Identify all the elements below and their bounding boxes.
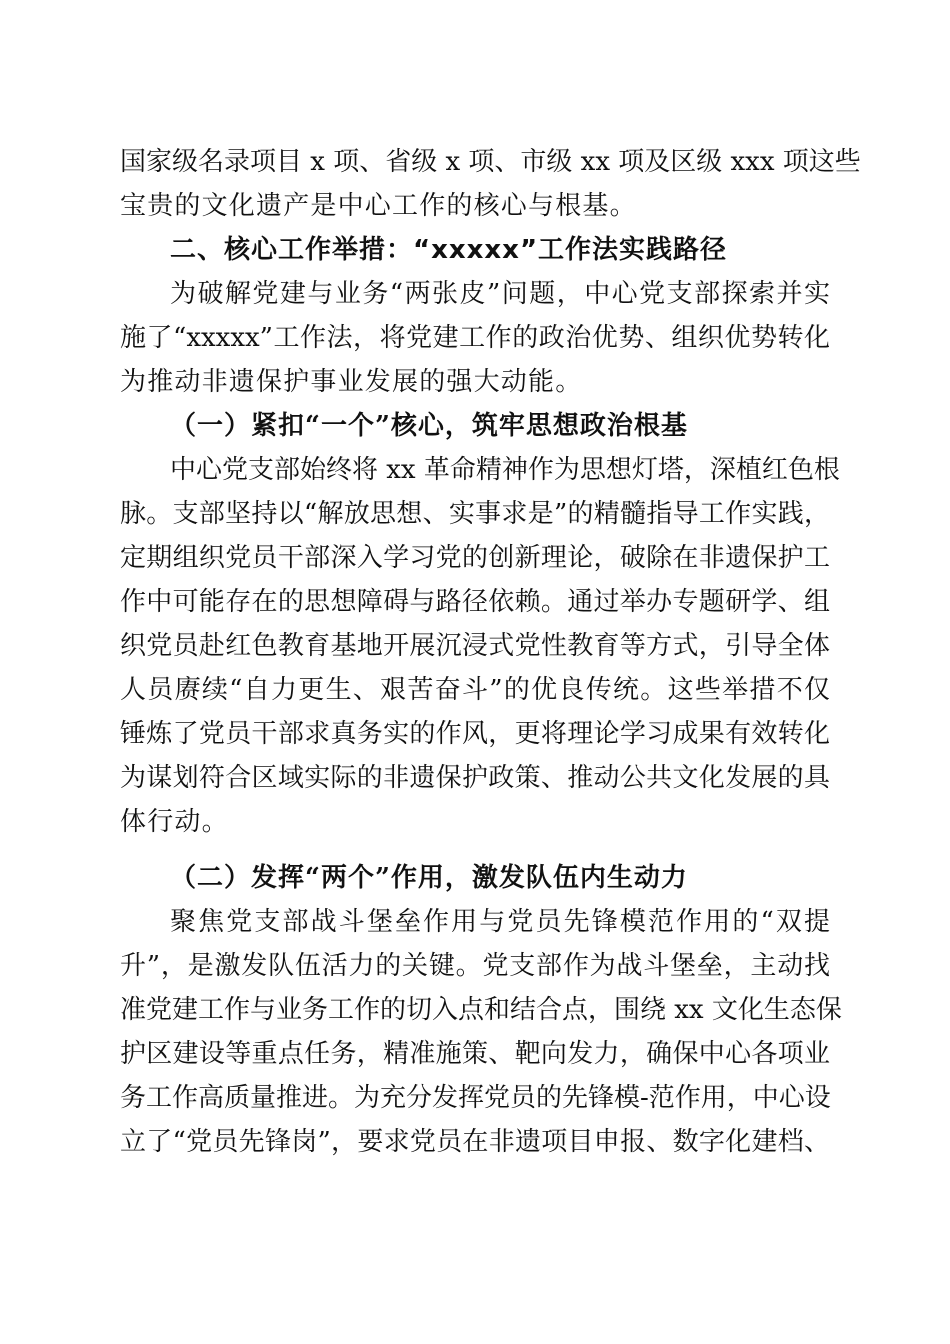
body-text-line: 施了“xxxxx”工作法，将党建工作的政治优势、组织优势转化 <box>120 323 830 353</box>
body-text-line: 人员赓续“自力更生、艰苦奋斗”的优良传统。这些举措不仅 <box>120 675 830 705</box>
body-text-line: 准党建工作与业务工作的切入点和结合点，围绕 xx 文化生态保 <box>120 995 842 1025</box>
section-heading: 二、核心工作举措：“xxxxx”工作法实践路径 <box>170 235 728 265</box>
body-text-line: 国家级名录项目 x 项、省级 x 项、市级 xx 项及区级 xxx 项这些 <box>120 147 861 177</box>
body-text-line: 脉。支部坚持以“解放思想、实事求是”的精髓指导工作实践， <box>120 499 830 529</box>
body-text-line: 宝贵的文化遗产是中心工作的核心与根基。 <box>120 191 637 221</box>
body-text-line: 为推动非遗保护事业发展的强大动能。 <box>120 367 583 397</box>
body-text-line: 锤炼了党员干部求真务实的作风，更将理论学习成果有效转化 <box>120 719 830 749</box>
body-text-line: 立了“党员先锋岗”，要求党员在非遗项目申报、数字化建档、 <box>120 1127 830 1157</box>
body-text-line: 聚焦党支部战斗堡垒作用与党员先锋模范作用的“双提 <box>170 907 830 937</box>
body-text-line: 作中可能存在的思想障碍与路径依赖。通过举办专题研学、组 <box>120 587 830 617</box>
body-text-line: 务工作高质量推进。为充分发挥党员的先锋模-范作用，中心设 <box>120 1083 831 1113</box>
body-text-line: 织党员赴红色教育基地开展沉浸式党性教育等方式，引导全体 <box>120 631 830 661</box>
body-text-line: 为破解党建与业务“两张皮”问题，中心党支部探索并实 <box>170 279 830 309</box>
subsection-heading: （一）紧扣“一个”核心，筑牢思想政治根基 <box>170 411 688 441</box>
subsection-heading: （二）发挥“两个”作用，激发队伍内生动力 <box>170 863 688 893</box>
body-text-line: 护区建设等重点任务，精准施策、靶向发力，确保中心各项业 <box>120 1039 830 1069</box>
body-text-line: 升”，是激发队伍活力的关键。党支部作为战斗堡垒，主动找 <box>120 951 830 981</box>
body-text-line: 定期组织党员干部深入学习党的创新理论，破除在非遗保护工 <box>120 543 830 573</box>
body-text-line: 中心党支部始终将 xx 革命精神作为思想灯塔，深植红色根 <box>170 455 840 485</box>
body-text-line: 为谋划符合区域实际的非遗保护政策、推动公共文化发展的具 <box>120 763 830 793</box>
body-text-line: 体行动。 <box>120 807 229 837</box>
